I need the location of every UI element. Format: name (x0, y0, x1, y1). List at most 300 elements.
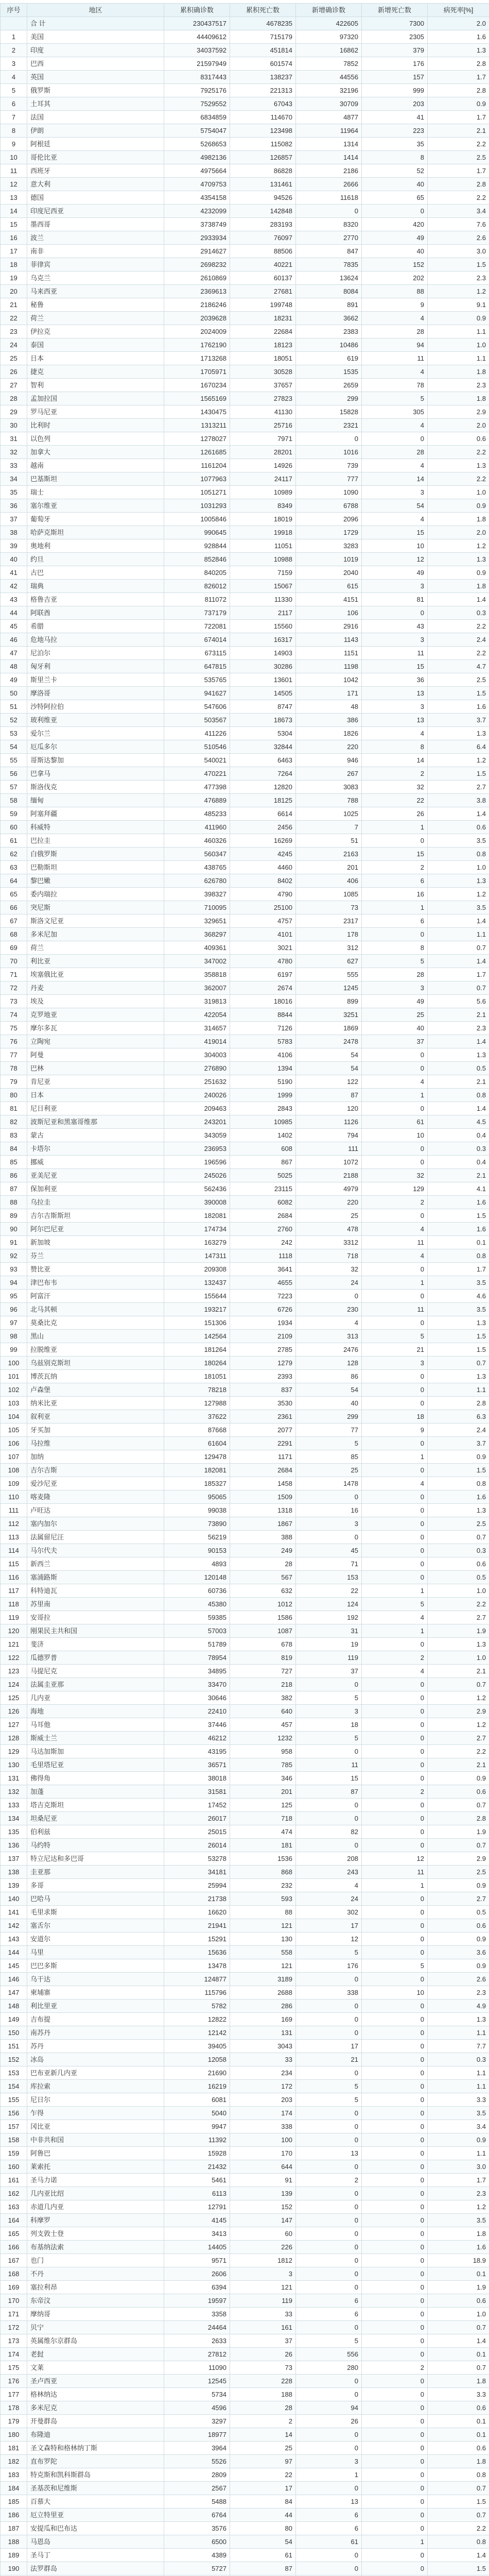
row-deaths: 25 (230, 2442, 296, 2455)
row-index: 17 (1, 245, 27, 258)
row-index: 85 (1, 1156, 27, 1169)
row-region: 布基纳法索 (27, 2241, 164, 2254)
row-region: 马约特 (27, 1839, 164, 1852)
row-deaths: 15067 (230, 580, 296, 593)
row-region: 荷兰 (27, 312, 164, 325)
row-new-cases: 32 (296, 1263, 362, 1276)
row-deaths: 4757 (230, 914, 296, 928)
row-new-cases: 18 (296, 1718, 362, 1732)
row-cfr: 4.9 (428, 1999, 489, 2013)
row-cases: 547606 (164, 700, 230, 714)
header-row (1, 4, 489, 17)
row-index: 20 (1, 285, 27, 298)
row-cfr: 0.9 (428, 312, 489, 325)
row-region: 巴基斯坦 (27, 472, 164, 486)
row-cfr: 0.9 (428, 1959, 489, 1973)
row-new-cases: 19 (296, 1638, 362, 1651)
row-new-deaths: 54 (362, 499, 428, 513)
row-new-cases: 2163 (296, 848, 362, 861)
row-new-cases: 1090 (296, 486, 362, 499)
row-new-deaths: 78 (362, 379, 428, 392)
table-row (1, 1624, 489, 1638)
row-deaths: 4655 (230, 1276, 296, 1290)
table-row (1, 2522, 489, 2535)
row-new-cases: 0 (296, 1812, 362, 1825)
row-new-cases: 2476 (296, 1343, 362, 1357)
row-cfr: 3.7 (428, 714, 489, 727)
row-new-cases: 788 (296, 794, 362, 807)
table-row (1, 111, 489, 124)
row-cases: 209308 (164, 1263, 230, 1276)
row-deaths: 3189 (230, 1973, 296, 1986)
row-deaths: 232 (230, 1879, 296, 1892)
row-deaths: 27823 (230, 392, 296, 405)
row-index: 186 (1, 2509, 27, 2522)
row-index: 185 (1, 2495, 27, 2509)
row-new-cases: 2916 (296, 620, 362, 633)
table-row (1, 1705, 489, 1718)
row-cfr: 1.0 (428, 486, 489, 499)
row-cases: 24464 (164, 2321, 230, 2334)
row-new-deaths: 4 (362, 1665, 428, 1678)
row-new-cases: 54 (296, 1062, 362, 1075)
row-index: 144 (1, 1946, 27, 1959)
row-new-deaths: 18 (362, 1410, 428, 1423)
row-new-deaths: 0 (362, 606, 428, 620)
row-cfr: 0.1 (428, 2348, 489, 2361)
row-cases: 626780 (164, 874, 230, 888)
row-cases: 45380 (164, 1598, 230, 1611)
row-region: 蒙古 (27, 1129, 164, 1142)
row-new-cases: 128 (296, 1357, 362, 1370)
row-region: 多米尼加 (27, 928, 164, 941)
table-row (1, 2361, 489, 2375)
row-cfr: 1.6 (428, 1490, 489, 1504)
table-row (1, 298, 489, 312)
row-cases: 181264 (164, 1343, 230, 1357)
row-index: 139 (1, 1879, 27, 1892)
row-new-deaths: 13 (362, 687, 428, 700)
table-row (1, 2321, 489, 2334)
row-region: 吉尔吉斯 (27, 1464, 164, 1477)
table-row (1, 1906, 489, 1919)
row-cases: 1261685 (164, 446, 230, 459)
row-deaths: 1812 (230, 2254, 296, 2267)
row-cfr: 1.3 (428, 459, 489, 472)
row-new-cases: 87 (296, 1785, 362, 1799)
row-cases: 196596 (164, 1156, 230, 1169)
row-deaths: 16317 (230, 633, 296, 647)
row-cases: 57003 (164, 1624, 230, 1638)
table-row (1, 1718, 489, 1732)
row-new-cases: 3251 (296, 1008, 362, 1022)
row-region: 开曼群岛 (27, 2415, 164, 2428)
row-index: 127 (1, 1718, 27, 1732)
row-cfr: 2.2 (428, 472, 489, 486)
table-row (1, 2241, 489, 2254)
row-cases: 185327 (164, 1477, 230, 1490)
table-row (1, 673, 489, 687)
row-new-deaths: 0 (362, 205, 428, 218)
row-region: 塞浦路斯 (27, 1571, 164, 1584)
row-region: 北马其顿 (27, 1303, 164, 1316)
row-cases: 1705971 (164, 365, 230, 379)
row-cases: 17452 (164, 1799, 230, 1812)
row-new-cases: 0 (296, 1999, 362, 2013)
row-cfr: 1.4 (428, 955, 489, 968)
row-deaths: 1934 (230, 1316, 296, 1330)
row-deaths: 88506 (230, 245, 296, 258)
row-new-deaths: 40 (362, 245, 428, 258)
row-new-cases: 51 (296, 834, 362, 848)
row-cases: 503567 (164, 714, 230, 727)
row-deaths: 1536 (230, 1852, 296, 1866)
row-new-cases: 627 (296, 955, 362, 968)
row-cfr: 1.1 (428, 2147, 489, 2160)
table-row (1, 2120, 489, 2133)
row-deaths: 188 (230, 2388, 296, 2401)
row-cases: 21941 (164, 1919, 230, 1933)
table-row (1, 2066, 489, 2080)
row-cfr: 1.3 (428, 874, 489, 888)
row-cases: 1565169 (164, 392, 230, 405)
row-cfr: 0.1 (428, 2428, 489, 2442)
table-row (1, 2415, 489, 2428)
row-cfr: 4.7 (428, 660, 489, 673)
row-index: 7 (1, 111, 27, 124)
row-new-deaths: 0 (362, 2375, 428, 2388)
row-new-deaths: 0 (362, 1799, 428, 1812)
table-row (1, 124, 489, 138)
row-new-cases: 1478 (296, 1477, 362, 1490)
table-row (1, 1008, 489, 1022)
table-row (1, 968, 489, 981)
table-row (1, 1102, 489, 1115)
row-deaths: 15560 (230, 620, 296, 633)
row-region: 肯尼亚 (27, 1075, 164, 1089)
row-deaths: 678 (230, 1638, 296, 1651)
row-index: 56 (1, 767, 27, 781)
row-cases: 4389 (164, 2549, 230, 2562)
row-new-deaths: 1 (362, 1624, 428, 1638)
row-new-cases: 3 (296, 2455, 362, 2468)
row-cases: 411960 (164, 821, 230, 834)
row-deaths: 1171 (230, 1450, 296, 1464)
row-new-cases: 220 (296, 740, 362, 754)
row-new-cases: 1042 (296, 673, 362, 687)
table-row (1, 1115, 489, 1129)
row-new-cases: 2770 (296, 231, 362, 245)
row-cases: 127988 (164, 1397, 230, 1410)
row-cases: 38018 (164, 1772, 230, 1785)
row-new-cases: 0 (296, 2066, 362, 2080)
row-new-cases: 7835 (296, 258, 362, 272)
row-deaths: 10988 (230, 553, 296, 566)
row-cfr: 3.0 (428, 245, 489, 258)
row-index: 189 (1, 2549, 27, 2562)
row-cases: 7925176 (164, 84, 230, 97)
row-region: 利比亚 (27, 955, 164, 968)
row-cfr: 1.6 (428, 1196, 489, 1209)
row-new-cases: 94 (296, 2401, 362, 2415)
table-row (1, 432, 489, 446)
row-index: 64 (1, 874, 27, 888)
row-deaths: 593 (230, 1892, 296, 1906)
table-row (1, 1075, 489, 1089)
table-row (1, 526, 489, 539)
row-region: 塔吉克斯坦 (27, 1799, 164, 1812)
row-cases: 60736 (164, 1584, 230, 1598)
row-index: 117 (1, 1584, 27, 1598)
row-region: 斯威士兰 (27, 1732, 164, 1745)
table-row (1, 1410, 489, 1423)
table-row (1, 1785, 489, 1799)
row-index: 137 (1, 1852, 27, 1866)
table-row (1, 1089, 489, 1102)
row-deaths: 97 (230, 2455, 296, 2468)
row-new-cases: 1245 (296, 981, 362, 995)
row-region: 格林纳达 (27, 2388, 164, 2401)
row-new-deaths: 2305 (362, 30, 428, 44)
row-new-deaths: 11 (362, 1866, 428, 1879)
row-region: 巴林 (27, 1062, 164, 1075)
row-cfr: 2.3 (428, 272, 489, 285)
row-new-cases: 16 (296, 1504, 362, 1517)
row-new-cases: 0 (296, 2375, 362, 2388)
row-cfr: 3.5 (428, 2214, 489, 2227)
row-index: 30 (1, 419, 27, 432)
row-new-cases: 85 (296, 1450, 362, 1464)
row-cases: 276890 (164, 1062, 230, 1075)
row-cfr: 4.5 (428, 1115, 489, 1129)
row-new-cases: 615 (296, 580, 362, 593)
row-deaths: 5304 (230, 727, 296, 740)
row-new-cases: 124 (296, 1598, 362, 1611)
row-new-cases: 1143 (296, 633, 362, 647)
row-cases: 840205 (164, 566, 230, 580)
row-cases: 120148 (164, 1571, 230, 1584)
row-cases: 4982136 (164, 151, 230, 164)
row-new-cases: 0 (296, 2442, 362, 2455)
row-new-cases: 5 (296, 1732, 362, 1745)
row-region: 马恩岛 (27, 2535, 164, 2549)
row-region: 哥伦比亚 (27, 151, 164, 164)
row-deaths: 567 (230, 1571, 296, 1584)
row-cfr: 0.9 (428, 2133, 489, 2147)
row-region: 乌干达 (27, 1973, 164, 1986)
row-region: 南苏丹 (27, 2026, 164, 2040)
table-row (1, 647, 489, 660)
row-deaths: 100 (230, 2133, 296, 2147)
row-index: 4 (1, 71, 27, 84)
row-cases: 78954 (164, 1651, 230, 1665)
row-index: 12 (1, 178, 27, 191)
row-index: 164 (1, 2214, 27, 2227)
row-new-deaths: 11 (362, 352, 428, 365)
row-region: 乍得 (27, 2107, 164, 2120)
table-row (1, 2428, 489, 2442)
table-row (1, 767, 489, 781)
row-cases: 2633 (164, 2334, 230, 2348)
row-new-deaths: 0 (362, 1142, 428, 1156)
table-row (1, 272, 489, 285)
row-region: 马拉维 (27, 1437, 164, 1450)
row-new-deaths: 0 (362, 1933, 428, 1946)
row-cases: 9947 (164, 2120, 230, 2133)
row-region: 马耳他 (27, 1718, 164, 1732)
row-region: 意大利 (27, 178, 164, 191)
row-new-deaths: 0 (362, 2334, 428, 2348)
row-deaths: 28201 (230, 446, 296, 459)
row-cfr: 1.4 (428, 593, 489, 606)
row-region: 伯利兹 (27, 1825, 164, 1839)
row-new-cases: 243 (296, 1866, 362, 1879)
row-region: 爱尔兰 (27, 727, 164, 740)
row-cases: 368297 (164, 928, 230, 941)
row-deaths: 2117 (230, 606, 296, 620)
row-region: 以色列 (27, 432, 164, 446)
row-cfr: 2.5 (428, 673, 489, 687)
row-index: 78 (1, 1062, 27, 1075)
row-region: 阿尔巴尼亚 (27, 1223, 164, 1236)
row-new-cases: 0 (296, 1290, 362, 1303)
row-cfr: 0.1 (428, 2267, 489, 2281)
row-new-cases: 16862 (296, 44, 362, 57)
row-cases: 485233 (164, 807, 230, 821)
row-deaths: 54 (230, 2535, 296, 2549)
row-cases: 928844 (164, 539, 230, 553)
total-new-cases: 422605 (296, 17, 362, 30)
row-region: 毛里塔尼亚 (27, 1758, 164, 1772)
row-region: 奥地利 (27, 539, 164, 553)
row-region: 加纳 (27, 1450, 164, 1464)
row-cases: 115796 (164, 1986, 230, 1999)
row-cfr: 1.3 (428, 1638, 489, 1651)
row-new-deaths: 0 (362, 1638, 428, 1651)
row-new-deaths: 8 (362, 740, 428, 754)
row-cfr: 1.0 (428, 2308, 489, 2321)
row-new-deaths: 0 (362, 2308, 428, 2321)
table-row (1, 2562, 489, 2575)
row-new-deaths: 0 (362, 2522, 428, 2535)
row-index: 88 (1, 1196, 27, 1209)
row-region: 捷克 (27, 365, 164, 379)
table-row (1, 2442, 489, 2455)
row-deaths: 12820 (230, 781, 296, 794)
row-index: 38 (1, 526, 27, 539)
row-region: 瑞士 (27, 486, 164, 499)
table-row (1, 2401, 489, 2415)
row-deaths: 5025 (230, 1169, 296, 1182)
row-index: 135 (1, 1825, 27, 1839)
table-row (1, 405, 489, 419)
row-deaths: 7264 (230, 767, 296, 781)
row-cfr: 0.8 (428, 1249, 489, 1263)
row-region: 塞尔维亚 (27, 499, 164, 513)
row-cases: 722081 (164, 620, 230, 633)
row-index: 80 (1, 1089, 27, 1102)
row-new-deaths: 3 (362, 633, 428, 647)
table-row (1, 312, 489, 325)
row-deaths: 346 (230, 1772, 296, 1785)
row-index: 97 (1, 1316, 27, 1330)
row-cfr: 0.9 (428, 499, 489, 513)
row-deaths: 203 (230, 2093, 296, 2107)
row-cases: 2369613 (164, 285, 230, 298)
row-cfr: 1.1 (428, 2026, 489, 2040)
row-deaths: 201 (230, 1785, 296, 1799)
row-deaths: 199748 (230, 298, 296, 312)
table-row (1, 2375, 489, 2388)
row-new-cases: 1072 (296, 1156, 362, 1169)
row-index: 19 (1, 272, 27, 285)
row-deaths: 608 (230, 1142, 296, 1156)
row-cfr: 0.6 (428, 2442, 489, 2455)
row-cases: 362007 (164, 981, 230, 995)
row-new-deaths: 0 (362, 2066, 428, 2080)
row-new-cases: 12 (296, 1933, 362, 1946)
row-new-deaths: 0 (362, 2241, 428, 2254)
row-deaths: 18125 (230, 794, 296, 807)
row-cfr: 9.1 (428, 298, 489, 312)
row-index: 123 (1, 1665, 27, 1678)
table-row (1, 97, 489, 111)
row-deaths: 25100 (230, 901, 296, 914)
row-new-cases: 3312 (296, 1236, 362, 1249)
row-new-deaths: 0 (362, 2147, 428, 2160)
table-row (1, 1464, 489, 1477)
row-cfr: 2.8 (428, 57, 489, 71)
row-region: 阿联酋 (27, 606, 164, 620)
row-region: 喀麦隆 (27, 1490, 164, 1504)
row-cases: 16219 (164, 2080, 230, 2093)
row-new-deaths: 9 (362, 298, 428, 312)
row-deaths: 1394 (230, 1062, 296, 1075)
row-index: 87 (1, 1182, 27, 1196)
row-new-deaths: 15 (362, 526, 428, 539)
row-cfr: 2.2 (428, 647, 489, 660)
row-new-deaths: 0 (362, 2294, 428, 2308)
row-new-deaths: 0 (362, 1772, 428, 1785)
table-row (1, 981, 489, 995)
table-row (1, 1825, 489, 1839)
table-row (1, 1999, 489, 2013)
row-new-cases: 478 (296, 1223, 362, 1236)
row-index: 107 (1, 1450, 27, 1464)
total-deaths: 4678235 (230, 17, 296, 30)
row-new-deaths: 14 (362, 472, 428, 486)
table-row (1, 1249, 489, 1263)
row-cfr: 0.7 (428, 1357, 489, 1370)
row-cases: 1762190 (164, 338, 230, 352)
row-deaths: 11051 (230, 539, 296, 553)
row-deaths: 8402 (230, 874, 296, 888)
row-region: 特立尼达和多巴哥 (27, 1852, 164, 1866)
row-new-cases: 338 (296, 1986, 362, 1999)
row-cfr: 2.5 (428, 151, 489, 164)
table-row (1, 1209, 489, 1223)
total-label: 合 计 (27, 17, 164, 30)
row-new-deaths: 0 (362, 2455, 428, 2468)
table-row (1, 2013, 489, 2026)
row-cases: 95065 (164, 1490, 230, 1504)
row-index: 165 (1, 2227, 27, 2241)
table-row (1, 57, 489, 71)
row-new-deaths: 52 (362, 164, 428, 178)
row-deaths: 958 (230, 1745, 296, 1758)
row-deaths: 23115 (230, 1182, 296, 1196)
row-region: 圣文森特和格林纳丁斯 (27, 2442, 164, 2455)
